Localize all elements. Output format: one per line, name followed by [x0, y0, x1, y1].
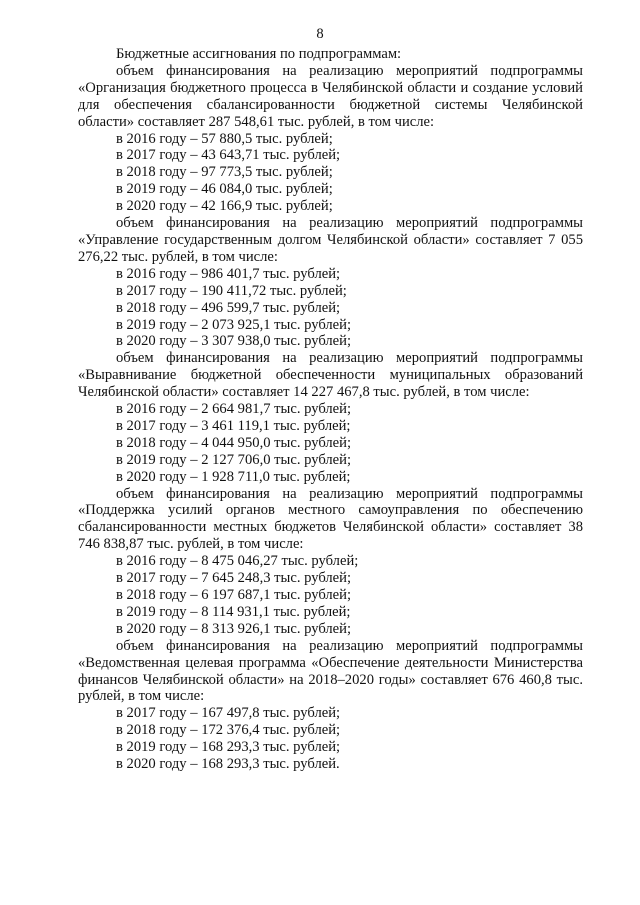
year-line: в 2018 году – 172 376,4 тыс. рублей; [116, 722, 341, 739]
year-line: в 2018 году – 97 773,5 тыс. рублей; [116, 164, 333, 181]
year-line: в 2017 году – 167 497,8 тыс. рублей; [116, 705, 341, 722]
section-paragraph: объем финансирования на реализацию мероприятий подпрограммы «Поддержка усилий органов местного самоуправления по обеспечению сбалансированности местных бюджетов Челябинской области» составляет 38 746 838,87 тыс. рублей, в том числе: [78, 485, 583, 553]
year-line: в 2016 году – 8 475 046,27 тыс. рублей; [116, 553, 359, 570]
subprogram-section-1 [78, 63, 583, 215]
year-line: в 2020 году – 8 313 926,1 тыс. рублей; [116, 620, 352, 637]
year-line: в 2019 году – 8 114 931,1 тыс. рублей; [116, 603, 351, 620]
year-line: в 2017 году – 3 461 119,1 тыс. рублей; [116, 417, 351, 434]
year-line: в 2019 году – 2 127 706,0 тыс. рублей; [116, 451, 352, 468]
section-paragraph: объем финансирования на реализацию мероприятий подпрограммы «Организация бюджетного процесса в Челябинской области и создание условий для обеспечения сбалансированности бюджетной системы Челябинской области» составляет 287 548,61 тыс. рублей, в том числе: [78, 62, 583, 130]
section-paragraph: объем финансирования на реализацию мероприятий подпрограммы «Ведомственная целевая программа «Обеспечение деятельности Министерства финансов Челябинской области» на 2018–2020 годы» составляет 676 460,8 тыс. рублей, в том числе: [78, 637, 583, 705]
year-line: в 2017 году – 7 645 248,3 тыс. рублей; [116, 570, 352, 587]
year-line: в 2020 году – 3 307 938,0 тыс. рублей; [116, 333, 352, 350]
subprogram-section-5 [78, 638, 583, 773]
year-line: в 2016 году – 57 880,5 тыс. рублей; [116, 130, 333, 147]
year-line: в 2019 году – 46 084,0 тыс. рублей; [116, 181, 333, 198]
subprogram-section-4 [78, 486, 583, 638]
year-line: в 2020 году – 1 928 711,0 тыс. рублей; [116, 468, 351, 485]
year-line: в 2020 году – 168 293,3 тыс. рублей. [116, 756, 340, 773]
page-number: 8 [316, 26, 324, 42]
year-line: в 2017 году – 190 411,72 тыс. рублей; [116, 282, 347, 299]
year-line: в 2016 году – 2 664 981,7 тыс. рублей; [116, 401, 352, 418]
section-paragraph: объем финансирования на реализацию мероприятий подпрограммы «Управление государственным долгом Челябинской области» составляет 7 055 276,22 тыс. рублей, в том числе: [78, 215, 583, 265]
subprogram-section-2 [78, 215, 583, 350]
intro-paragraph: Бюджетные ассигнования по подпрограммам: [116, 46, 402, 62]
year-line: в 2019 году – 2 073 925,1 тыс. рублей; [116, 316, 352, 333]
year-line: в 2017 году – 43 643,71 тыс. рублей; [116, 147, 341, 164]
year-line: в 2016 году – 986 401,7 тыс. рублей; [116, 265, 341, 282]
year-line: в 2020 году – 42 166,9 тыс. рублей; [116, 198, 333, 215]
section-paragraph: объем финансирования на реализацию мероприятий подпрограммы «Выравнивание бюджетной обеспеченности муниципальных образований Челябинской области» составляет 14 227 467,8 тыс. рублей, в том числе: [78, 350, 583, 401]
year-line: в 2018 году – 6 197 687,1 тыс. рублей; [116, 587, 352, 603]
subprogram-section-3 [78, 350, 583, 485]
year-line: в 2019 году – 168 293,3 тыс. рублей; [116, 739, 341, 756]
document-body [78, 46, 583, 773]
year-line: в 2018 году – 4 044 950,0 тыс. рублей; [116, 434, 352, 451]
year-line: в 2018 году – 496 599,7 тыс. рублей; [116, 299, 341, 316]
